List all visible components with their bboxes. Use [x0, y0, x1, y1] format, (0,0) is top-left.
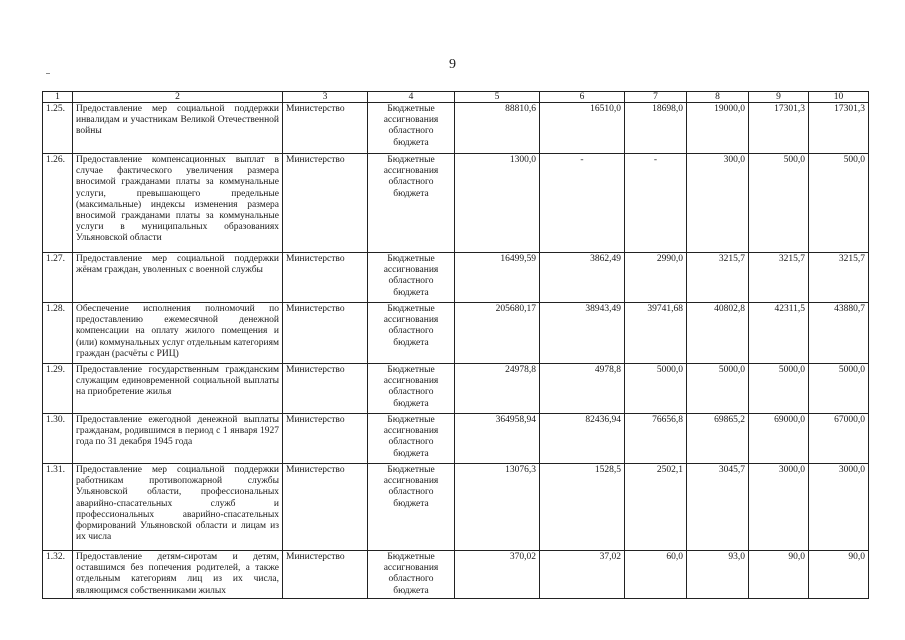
row-value: 5000,0 [749, 364, 809, 414]
row-executor: Министерство [283, 464, 368, 551]
row-value: 17301,3 [749, 103, 809, 154]
row-executor: Министерство [283, 303, 368, 364]
row-funding-source: Бюджетные ассигнования областного бюджета [368, 253, 455, 303]
row-description: Предоставление мер социальной поддержки жёнам граждан, уволенных с военной службы [73, 253, 283, 303]
table-row [43, 253, 869, 303]
row-value: 205680,17 [455, 303, 540, 364]
table-row [43, 464, 869, 551]
column-header: 9 [749, 92, 809, 103]
row-value: 13076,3 [455, 464, 540, 551]
row-value: 38943,49 [540, 303, 625, 364]
row-executor: Министерство [283, 253, 368, 303]
column-header: 8 [687, 92, 749, 103]
column-header: 6 [540, 92, 625, 103]
row-description: Предоставление компенсационных выплат в случае фактического увеличения размера вносимой гражданами платы за коммунальные услуги, превышающего предельные (максимальные) индексы изменения размера вносимой гражданами платы за коммунальные услуги в муниципальных образованиях Ульяновской области [73, 154, 283, 253]
row-value: 370,02 [455, 551, 540, 599]
row-value: 82436,94 [540, 414, 625, 464]
row-value: 3215,7 [749, 253, 809, 303]
row-value: 16510,0 [540, 103, 625, 154]
row-executor: Министерство [283, 154, 368, 253]
row-value: 3000,0 [749, 464, 809, 551]
row-value: 17301,3 [809, 103, 869, 154]
row-value: 93,0 [687, 551, 749, 599]
row-executor: Министерство [283, 103, 368, 154]
row-value: 40802,8 [687, 303, 749, 364]
row-value: 39741,68 [625, 303, 687, 364]
column-header: 10 [809, 92, 869, 103]
page-number: 9 [449, 57, 456, 72]
column-header: 2 [73, 92, 283, 103]
row-number: 1.25. [43, 103, 73, 154]
row-value: 16499,59 [455, 253, 540, 303]
row-number: 1.31. [43, 464, 73, 551]
row-number: 1.32. [43, 551, 73, 599]
row-number: 1.30. [43, 414, 73, 464]
row-funding-source: Бюджетные ассигнования областного бюджета [368, 414, 455, 464]
row-value: 500,0 [809, 154, 869, 253]
row-value: 3000,0 [809, 464, 869, 551]
column-header: 3 [283, 92, 368, 103]
row-value: 1528,5 [540, 464, 625, 551]
row-value: - [625, 154, 687, 253]
row-value: 5000,0 [687, 364, 749, 414]
row-funding-source: Бюджетные ассигнования областного бюджета [368, 364, 455, 414]
row-value: 364958,94 [455, 414, 540, 464]
scan-mark [46, 73, 50, 74]
row-funding-source: Бюджетные ассигнования областного бюджета [368, 464, 455, 551]
row-funding-source: Бюджетные ассигнования областного бюджета [368, 103, 455, 154]
row-value: 88810,6 [455, 103, 540, 154]
column-header: 4 [368, 92, 455, 103]
row-value: 3215,7 [809, 253, 869, 303]
row-value: 18698,0 [625, 103, 687, 154]
row-value: 3045,7 [687, 464, 749, 551]
row-value: 37,02 [540, 551, 625, 599]
row-value: 69865,2 [687, 414, 749, 464]
row-value: 5000,0 [809, 364, 869, 414]
row-value: 60,0 [625, 551, 687, 599]
row-funding-source: Бюджетные ассигнования областного бюджета [368, 303, 455, 364]
row-funding-source: Бюджетные ассигнования областного бюджета [368, 551, 455, 599]
row-value: 5000,0 [625, 364, 687, 414]
row-description: Предоставление ежегодной денежной выплаты гражданам, родившимся в период с 1 января 1927 года по 31 декабря 1945 года [73, 414, 283, 464]
row-value: 90,0 [749, 551, 809, 599]
column-header: 5 [455, 92, 540, 103]
row-value: 19000,0 [687, 103, 749, 154]
row-value: 69000,0 [749, 414, 809, 464]
row-description: Предоставление государственным гражданским служащим единовременной социальной выплаты на приобретение жилья [73, 364, 283, 414]
table-row [43, 103, 869, 154]
row-executor: Министерство [283, 364, 368, 414]
table-row [43, 414, 869, 464]
row-description: Обеспечение исполнения полномочий по предоставлению ежемесячной денежной компенсации на оплату жилого помещения и (или) коммунальных услуг отдельным категориям граждан (расчёты с РИЦ) [73, 303, 283, 364]
table-row [43, 154, 869, 253]
row-description: Предоставление мер социальной поддержки работникам противопожарной службы Ульяновской области, профессиональных аварийно-спасательных служб и профессиональных аварийно-спасательных формирований Ульяновской области и лицам из их числа [73, 464, 283, 551]
table-row [43, 551, 869, 599]
row-description: Предоставление мер социальной поддержки инвалидам и участникам Великой Отечественной войны [73, 103, 283, 154]
row-number: 1.28. [43, 303, 73, 364]
column-header: 7 [625, 92, 687, 103]
program-measures-table [42, 91, 869, 599]
row-number: 1.26. [43, 154, 73, 253]
row-value: - [540, 154, 625, 253]
row-value: 43880,7 [809, 303, 869, 364]
row-value: 2502,1 [625, 464, 687, 551]
row-number: 1.29. [43, 364, 73, 414]
table-row [43, 303, 869, 364]
table-header-row [43, 92, 869, 103]
row-funding-source: Бюджетные ассигнования областного бюджета [368, 154, 455, 253]
table-body [43, 92, 869, 599]
row-number: 1.27. [43, 253, 73, 303]
row-executor: Министерство [283, 414, 368, 464]
row-value: 3862,49 [540, 253, 625, 303]
row-value: 76656,8 [625, 414, 687, 464]
row-value: 4978,8 [540, 364, 625, 414]
row-value: 1300,0 [455, 154, 540, 253]
row-value: 90,0 [809, 551, 869, 599]
column-header: 1 [43, 92, 73, 103]
row-value: 67000,0 [809, 414, 869, 464]
row-value: 24978,8 [455, 364, 540, 414]
row-value: 300,0 [687, 154, 749, 253]
row-value: 42311,5 [749, 303, 809, 364]
row-value: 500,0 [749, 154, 809, 253]
row-value: 3215,7 [687, 253, 749, 303]
row-executor: Министерство [283, 551, 368, 599]
row-value: 2990,0 [625, 253, 687, 303]
table-row [43, 364, 869, 414]
row-description: Предоставление детям-сиротам и детям, оставшимся без попечения родителей, а также отдельным категориям лиц из их числа, являющимся собственниками жилых [73, 551, 283, 599]
